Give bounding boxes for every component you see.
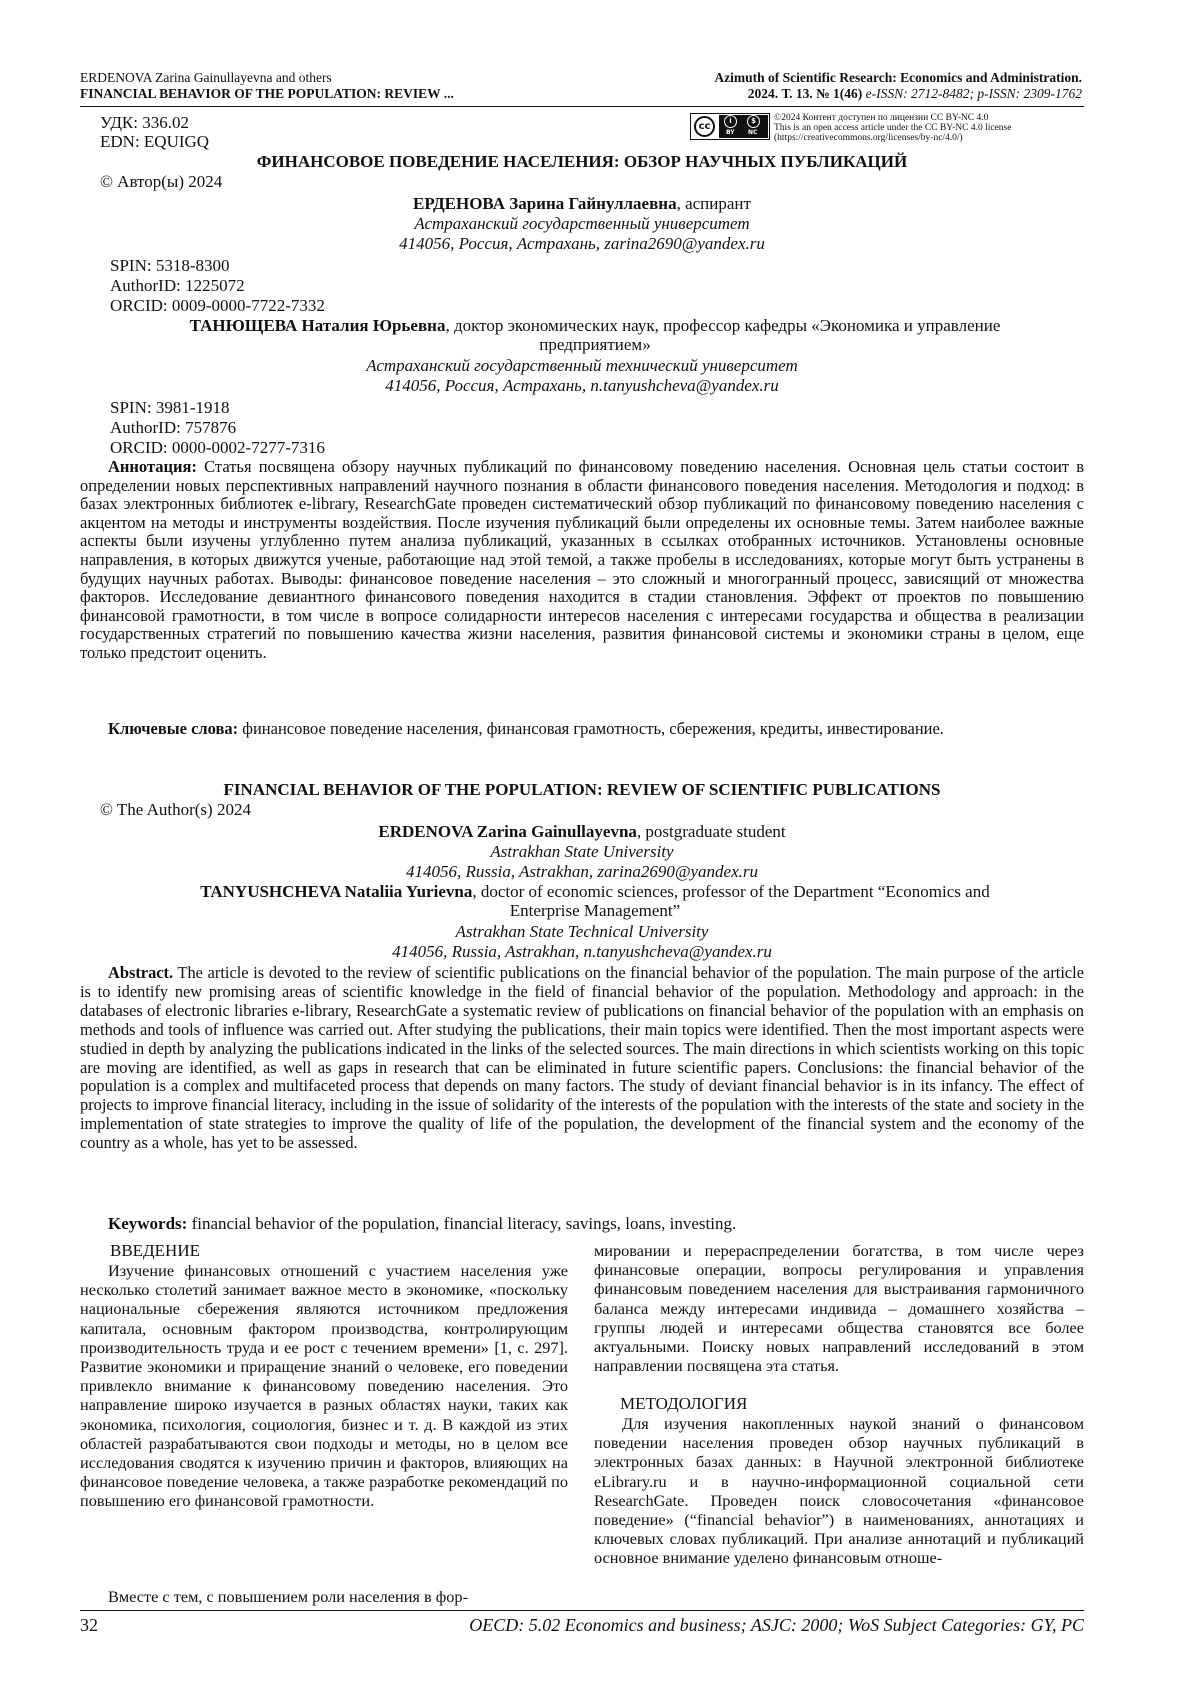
ru-author2-orcid: ORCID: 0000-0002-7277-7316: [110, 438, 325, 457]
ru-abstract-text: Статья посвящена обзору научных публикаций по финансовому поведению населения. Основная цель статьи состоит в определении новых перспективных направлений научного познания в области финансового поведения населения. Методология и подход: в базах электронных библиотек e-library, ResearchGate проведен систематический обзор публикаций по финансовому поведению населения с акцентом на методы и инструменты воздействия. После изучения публикаций были определены их основные темы. Затем наиболее важные аспекты были изучены углубленно путем анализа публикаций, указанных в ссылках отобранных источников. Установлены основные направления, в которых движутся ученые, работающие над этой темой, а также пробелы в исследованиях, которые могут быть устранены в будущих научных работах. Выводы: финансовое поведение населения – это сложный и многогранный процесс, зависящий от множества факторов. Исследование девиантного финансового поведения находится в стадии становления. Эффект от проектов по повышению финансовой грамотности, в том числе в вопросе солидарности интересов населения с интересами государства и общества в реализации государственных стратегий по повышению качества жизни населения, развития финансовой системы и экономики страны в целом, еще только предстоит оценить.: [80, 457, 1085, 662]
en-author1-address: 414056, Russia, Astrakhan, zarina2690@yandex.ru: [405, 862, 758, 881]
running-header-right: [642, 70, 1082, 101]
methodology-heading: МЕТОДОЛОГИЯ: [620, 1394, 748, 1413]
nc-label: NC: [748, 129, 758, 136]
en-author2-name: TANYUSHCHEVA Nataliia Yurievna: [200, 882, 473, 901]
intro-paragraph-2-start: Вместе с тем, с повышением роли населения в фор-: [108, 1587, 468, 1606]
header-authors: ERDENOVA Zarina Gainullayevna and others: [80, 70, 332, 85]
ru-author1-affiliation: Астраханский государственный университет: [414, 214, 750, 233]
en-author2-role-cont: Enterprise Management”: [509, 901, 681, 920]
edn-code: EDN: EQUIGQ: [100, 132, 210, 151]
ru-author1-authorid: AuthorID: 1225072: [110, 276, 245, 295]
license-line-en: This is an open access article under the CC BY-NC 4.0 license: [774, 123, 1012, 133]
en-author2-address: 414056, Russia, Astrakhan, n.tanyushcheva@yandex.ru: [392, 942, 772, 961]
ru-author2-role: , доктор экономических наук, профессор кафедры «Экономика и управление: [445, 316, 1001, 335]
ru-author2-name: ТАНЮЩЕВА Наталия Юрьевна: [189, 316, 446, 335]
header-journal-name: Azimuth of Scientific Research: Economics and Administration.: [714, 70, 1082, 85]
header-issn: e-ISSN: 2712-8482; p-ISSN: 2309-1762: [865, 85, 1082, 101]
license-line-ru: ©2024 Контент доступен по лицензии CC BY-NC 4.0: [774, 113, 989, 123]
header-issue: [642, 86, 1082, 102]
en-keywords-text: financial behavior of the population, financial literacy, savings, loans, investing.: [191, 1214, 737, 1233]
en-title: FINANCIAL BEHAVIOR OF THE POPULATION: REVIEW OF SCIENTIFIC PUBLICATIONS: [223, 780, 941, 799]
nc-icon: $: [747, 115, 760, 128]
ru-author1: [80, 194, 1084, 213]
intro-heading: ВВЕДЕНИЕ: [110, 1241, 200, 1260]
ru-author1-spin: SPIN: 5318-8300: [110, 256, 230, 275]
en-author2-affiliation: Astrakhan State Technical University: [455, 922, 709, 941]
ru-author2-role-cont: предприятием»: [539, 335, 651, 354]
subject-classification: OECD: 5.02 Economics and business; ASJC: 2000; WoS Subject Categories: GY, PC: [469, 1615, 1084, 1635]
ru-author1-name: ЕРДЕНОВА Зарина Гайнуллаевна: [413, 194, 677, 213]
ru-author2: [100, 316, 1090, 354]
en-author1-affiliation: Astrakhan State University: [490, 842, 674, 861]
header-short-title: FINANCIAL BEHAVIOR OF THE POPULATION: REVIEW ...: [80, 85, 454, 101]
en-keywords: [80, 1214, 1084, 1233]
by-icon: i: [724, 115, 737, 128]
cc-icon: cc: [694, 116, 715, 137]
ru-keywords-text: финансовое поведение населения, финансовая грамотность, сбережения, кредиты, инвестирование.: [242, 719, 944, 738]
en-copyright: © The Author(s) 2024: [100, 800, 251, 819]
ru-copyright: © Автор(ы) 2024: [100, 172, 223, 191]
en-author2: [100, 882, 1090, 920]
license-text: [774, 113, 1094, 143]
ru-author1-orcid: ORCID: 0009-0000-7722-7332: [110, 296, 325, 315]
ru-abstract-label: Аннотация:: [108, 457, 197, 476]
footer-rule: [80, 1610, 1084, 1611]
ru-author2-affiliation: Астраханский государственный технический университет: [366, 356, 798, 375]
udk-code: УДК: 336.02: [100, 113, 189, 132]
ru-author2-authorid: AuthorID: 757876: [110, 418, 237, 437]
en-author1-role: , postgraduate student: [636, 822, 786, 841]
methodology-paragraph-1: Для изучения накопленных наукой знаний о финансовом поведении населения проведен обзор научных публикаций в электронных базах данных: в Научной электронной библиотеке eLibrary.ru и в научно-информационной социальной сети ResearchGate. Проведен поиск словосочетания «финансовое поведение» (“financial behavior”) в наименованиях, аннотациях и ключевых словах публикаций. При анализе аннотаций и публикаций основное внимание уделено финансовым отноше-: [594, 1414, 1084, 1568]
running-header-left: [80, 70, 600, 101]
ru-author1-role: , аспирант: [676, 194, 751, 213]
en-keywords-label: Keywords:: [108, 1214, 188, 1233]
ru-abstract: [80, 458, 1084, 663]
by-label: BY: [726, 129, 735, 136]
ru-author1-address: 414056, Россия, Астрахань, zarina2690@yandex.ru: [399, 234, 765, 253]
en-author1: [80, 822, 1084, 841]
en-author1-name: ERDENOVA Zarina Gainullayevna: [378, 822, 637, 841]
page-number: 32: [80, 1615, 98, 1635]
en-abstract-text: The article is devoted to the review of scientific publications on the financial behavior of the population. The main purpose of the article is to identify new promising areas of scientific knowledge in the field of financial behavior of the population. Methodology and approach: in the databases of electronic libraries e-library, ResearchGate a systematic review of publications on financial behavior of the population with an emphasis on methods and tools of influence was carried out. After studying the publications, their main topics were identified. Then the most important aspects were studied in depth by analyzing the publications indicated in the links of the selected sources. The main directions in which scientists working on this topic are moving are identified, as well as gaps in research that can be eliminated in future scientific papers. Conclusions: the financial behavior of the population is a complex and multifaceted process that depends on many factors. The study of deviant financial behavior is in its infancy. The effect of projects to improve financial literacy, including in the issue of solidarity of the interests of the population with the interests of the state and society in the implementation of state strategies to improve the quality of life of the population, the development of the financial system and the economy of the country as a whole, has yet to be assessed.: [80, 963, 1084, 1153]
ru-title: ФИНАНСОВОЕ ПОВЕДЕНИЕ НАСЕЛЕНИЯ: ОБЗОР НАУЧНЫХ ПУБЛИКАЦИЙ: [256, 152, 908, 171]
license-url[interactable]: (https://creativecommons.org/licenses/by-nc/4.0/): [774, 133, 963, 143]
cc-by-nc-license-badge: [690, 113, 770, 140]
en-abstract: [80, 964, 1084, 1153]
ru-author2-address: 414056, Россия, Астрахань, n.tanyushcheva@yandex.ru: [385, 376, 779, 395]
ru-author2-spin: SPIN: 3981-1918: [110, 398, 230, 417]
en-author2-role: , doctor of economic sciences, professor of the Department “Economics and: [472, 882, 990, 901]
en-abstract-label: Abstract.: [108, 963, 174, 982]
ru-keywords: [80, 720, 1084, 739]
header-volume: 2024. Т. 13. № 1(46): [747, 85, 863, 101]
intro-paragraph-2-continued: мировании и перераспределении богатства, в том числе через финансовые операции, вопросы регулирования и управления финансовым поведением населения для выстраивания гармоничного баланса между интересами индивида – домашнего хозяйства – группы людей и интересами общества становятся все более актуальными. Поиску новых направлений исследований в этом направлении посвящена эта статья.: [594, 1241, 1084, 1376]
intro-paragraph-1: Изучение финансовых отношений с участием населения уже несколько столетий занимает важное место в экономике, «поскольку национальные сбережения являются источником предложения капитала, основным фактором производства, контролирующим производительность труда и ее рост с течением времени» [1, с. 297]. Развитие экономики и приращение знаний о человеке, его поведении привлекло внимание к финансовому поведению населения. Это направление широко изучается в разных областях науки, таких как экономика, психология, социология, бизнес и т. д. В каждой из этих областей разрабатываются свои подходы и методы, но в целом все исследования сводятся к изучению причин и факторов, влияющих на финансовое поведение человека, а также разработке рекомендаций по повышению его финансовой грамотности.: [80, 1261, 568, 1511]
header-rule: [80, 106, 1084, 107]
ru-keywords-label: Ключевые слова:: [108, 719, 239, 738]
